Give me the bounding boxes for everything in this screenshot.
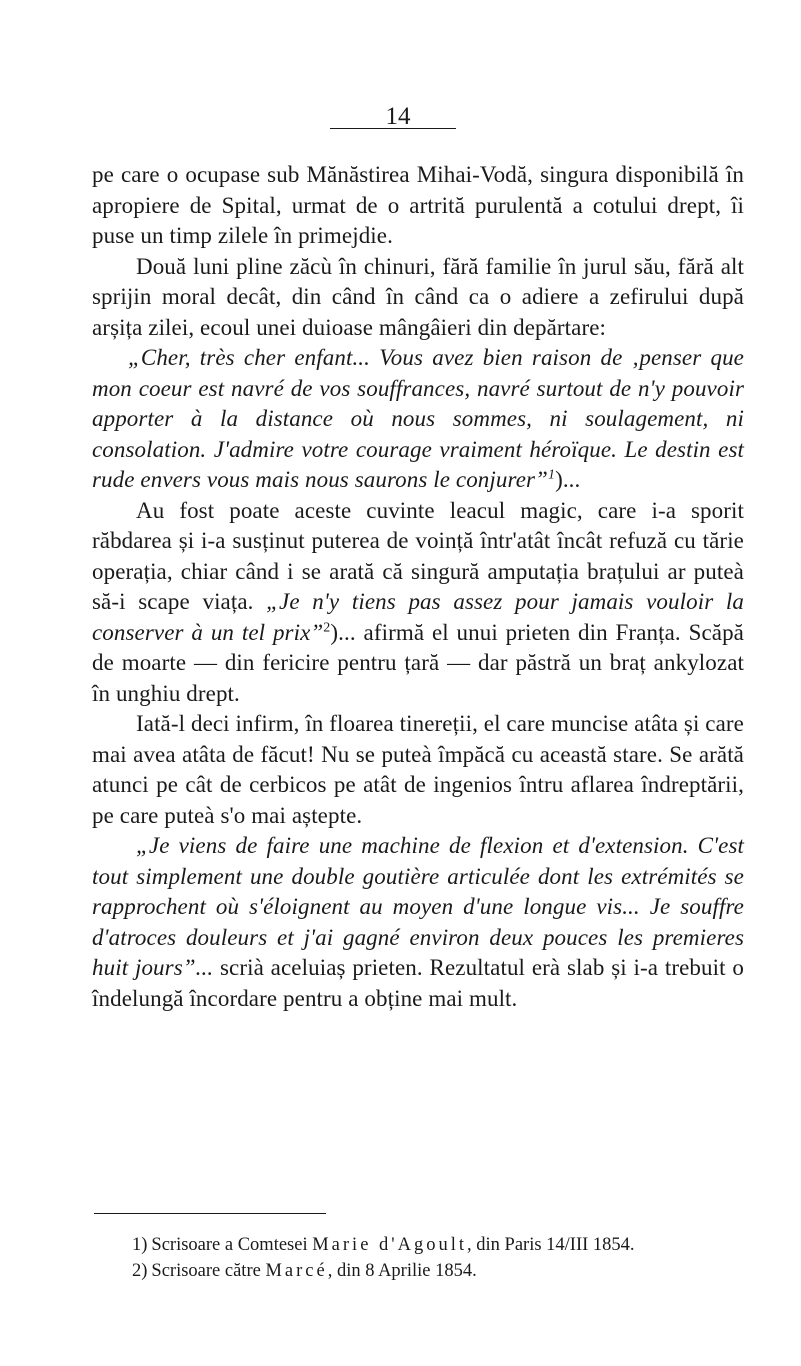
footnote-text: Scrisoare către (151, 1261, 266, 1281)
footnote-1 (92, 1232, 744, 1258)
footnote-person-name: Marcé (265, 1261, 328, 1281)
paragraph (92, 496, 744, 710)
paragraph (92, 831, 744, 1014)
footnote-person-name: Marie d'Agoult (312, 1235, 468, 1255)
footnote-text: Scrisoare a Comtesei (151, 1235, 313, 1255)
body-text (92, 160, 744, 1014)
paragraph-text: Iată-l deci infirm, în floarea tinereții, el care muncise atâta și care mai avea atâta de făcut! Nu se puteà împăcă cu această stare. Se arătă atunci pe cât de cerbicos pe atât de ingenios întru aflarea îndreptării, pe care puteà s'o mai aștepte. (92, 711, 744, 828)
paragraph-text: pe care o ocupase sub Mănăstirea Mihai-Vodă, singura disponibilă în apropiere de Spital, urmat de o artrită purulentă a cotului drept, îi puse un timp zilele în primejdie. (92, 162, 744, 248)
quote-tail: )... (555, 467, 581, 492)
paragraph (92, 709, 744, 831)
paragraph-text: Două luni pline zăcù în chinuri, fără familie în jurul său, fără alt sprijin moral decât, din când în când ca o adiere a zefirului după arșița zilei, ecoul unei duioase mângâieri din depărtare: (92, 253, 744, 340)
footnote-marker: 2) (132, 1261, 148, 1281)
footnote-2 (92, 1258, 744, 1284)
quoted-letter (92, 343, 744, 496)
paragraph-text: )... afirmă el unui prieten din Franța. Scăpă de moarte — din fericire pentru țară — dar păstră un braț ankylozat în unghiu drept. (92, 619, 744, 706)
header-rule (330, 128, 456, 129)
inline-quote: „Je viens de faire une machine de flexion et d'extension. C'est tout simplement une double goutière articulée dont les extrémités se rapprochent où s'éloignent au moyen d'une longue vis... Je souffre d'atroces douleurs et j'ai gagné environ deux pouces les premieres huit jours”... (92, 833, 744, 980)
paragraph (92, 252, 744, 344)
footnote-rule (94, 1213, 326, 1214)
footnote-ref: 1 (547, 467, 556, 483)
footnote-marker: 1) (132, 1235, 148, 1255)
quote-text: „Cher, très cher enfant... Vous avez bien raison de ‚penser que mon coeur est navré de vos souffrances, navré surtout de n'y pouvoir apporter à la distance où nous sommes, ni soulagement, ni consolation. J'admire votre courage vraiment héroïque. Le destin est rude envers vous mais nous saurons le conjurer” (92, 345, 744, 492)
paragraph-text: Au fost poate aceste cuvinte leacul magic, care i-a sporit răbdarea și i-a susținut puterea de voință într'atât încât refuză cu tărie operația, chiar când i se arată că singură amputația brațului ar puteà să-i scape viața. (92, 497, 744, 614)
page-number: 14 (385, 103, 411, 130)
paragraph-text: scrià aceluiaș prieten. Rezultatul erà slab și i-a trebuit o îndelungă încordare pentru a obține mai mult. (92, 955, 744, 1011)
footnote-ref: 2 (323, 619, 331, 635)
paragraph-continuation (92, 160, 744, 252)
footnote-text: , din Paris 14/III 1854. (467, 1235, 635, 1255)
footnote-text: , din 8 Aprilie 1854. (327, 1261, 477, 1281)
footnotes (92, 1232, 744, 1284)
inline-quote: „Je n'y tiens pas assez pour jamais vouloir la conserver à un tel prix” (92, 589, 744, 645)
